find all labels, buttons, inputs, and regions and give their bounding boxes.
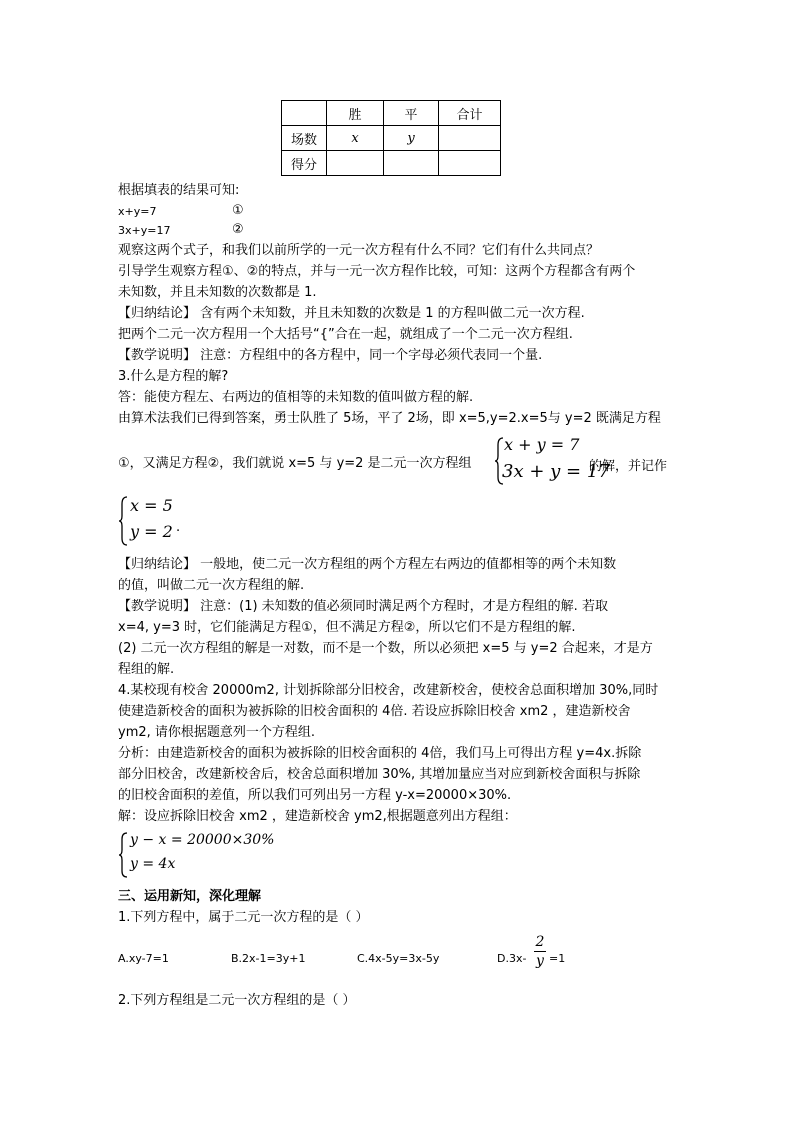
equation-1: x+y=7 bbox=[118, 205, 157, 218]
analysis-text: 的旧校舍面积的差值，所以我们可列出另一方程 y-x=20000×30%. bbox=[118, 788, 512, 803]
table-cell: x bbox=[327, 126, 384, 151]
table-cell bbox=[439, 151, 501, 176]
definition-text: 【归纳结论】 一般地，使二元一次方程组的两个方程左右两边的值都相等的两个未知数 bbox=[118, 557, 617, 572]
section-heading: 三、运用新知，深化理解 bbox=[118, 889, 262, 904]
solution-text: 解：设应拆除旧校舍 xm2 ，建造新校舍 ym2,根据题意列出方程组： bbox=[118, 809, 517, 824]
left-brace-icon bbox=[118, 832, 128, 878]
table-header-win: 胜 bbox=[327, 101, 384, 126]
paragraph-text: ①，又满足方程②，我们就说 x=5 与 y=2 是二元一次方程组 bbox=[118, 456, 472, 471]
question-text: 使建造新校舍的面积为被拆除的旧校舍面积的 4倍. 若设应拆除旧校舍 xm2 ，建造新校舍 bbox=[118, 704, 631, 719]
table-row bbox=[282, 151, 501, 176]
analysis-text: 分析：由建造新校舍的面积为被拆除的旧校舍面积的 4倍，我们马上可得出方程 y=4x.拆除 bbox=[118, 746, 642, 761]
table-cell: y bbox=[384, 126, 439, 151]
teaching-note: 【教学说明】 注意：(1) 未知数的值必须同时满足两个方程时，才是方程组的解. 若取 bbox=[118, 599, 608, 614]
question-text: 4.某校现有校舍 20000m2, 计划拆除部分旧校舍，改建新校舍，使校舍总面积增加 30%,同时 bbox=[118, 683, 659, 698]
option-a: A.xy-7=1 bbox=[118, 952, 169, 965]
table-header-draw: 平 bbox=[384, 101, 439, 126]
definition-text: 【归纳结论】 含有两个未知数，并且未知数的次数是 1 的方程叫做二元一次方程. bbox=[118, 306, 585, 321]
table-header-row bbox=[282, 101, 501, 126]
system-3-bottom: y = 4x bbox=[130, 856, 176, 872]
paragraph-text: x=4, y=3 时，它们能满足方程①，但不满足方程②，所以它们不是方程组的解. bbox=[118, 620, 576, 635]
table-row bbox=[282, 126, 501, 151]
teaching-note: 【教学说明】 注意：方程组中的各方程中，同一个字母必须代表同一个量. bbox=[118, 348, 543, 363]
option-d-fraction bbox=[534, 934, 546, 969]
paragraph-text: 程组的解. bbox=[118, 662, 175, 677]
paragraph-text: 引导学生观察方程①、②的特点，并与一元一次方程作比较，可知：这两个方程都含有两个 bbox=[118, 264, 636, 279]
paragraph-text: 观察这两个式子，和我们以前所学的一元一次方程有什么不同？它们有什么共同点？ bbox=[118, 243, 600, 258]
analysis-text: 部分旧校舍，改建新校舍后，校舍总面积增加 30%, 其增加量应当对应到新校舍面积与拆除 bbox=[118, 767, 641, 782]
fraction-numerator: 2 bbox=[535, 934, 545, 950]
system-2-bottom: y = 2 bbox=[130, 522, 173, 541]
question-heading: 3.什么是方程的解? bbox=[118, 369, 229, 384]
table-cell bbox=[384, 151, 439, 176]
score-table bbox=[281, 100, 501, 176]
paragraph-text: 由算术法我们已得到答案，勇士队胜了 5场，平了 2场，即 x=5,y=2.x=5与 y=2 既满足方程 bbox=[118, 411, 661, 426]
system-2-top: x = 5 bbox=[130, 496, 173, 515]
question-text: ym2, 请你根据题意列一个方程组. bbox=[118, 725, 316, 740]
paragraph-text: 根据填表的结果可知: bbox=[118, 183, 240, 198]
option-d-prefix: D.3x- bbox=[497, 952, 527, 965]
system-1-top: x + y = 7 bbox=[504, 435, 580, 454]
option-c: C.4x-5y=3x-5y bbox=[357, 952, 440, 965]
equation-2: 3x+y=17 bbox=[118, 224, 171, 237]
table-cell bbox=[282, 101, 327, 126]
paragraph-text: 的解，并记作 bbox=[589, 459, 668, 474]
equation-2-number: ② bbox=[232, 222, 244, 237]
option-b: B.2x-1=3y+1 bbox=[231, 952, 306, 965]
fraction-denominator: y bbox=[536, 953, 544, 969]
fraction-bar bbox=[534, 951, 546, 952]
question-2: 2.下列方程组是二元一次方程组的是（ ） bbox=[118, 993, 356, 1008]
question-1: 1.下列方程中，属于二元一次方程的是（ ） bbox=[118, 910, 369, 925]
paragraph-text: (2) 二元一次方程组的解是一对数，而不是一个数，所以必须把 x=5 与 y=2 合起来，才是方 bbox=[118, 641, 653, 656]
paragraph-text: 的值，叫做二元一次方程组的解. bbox=[118, 578, 305, 593]
period: . bbox=[176, 520, 181, 535]
paragraph-text: 答：能使方程左、右两边的值相等的未知数的值叫做方程的解. bbox=[118, 390, 474, 405]
table-cell bbox=[327, 151, 384, 176]
table-header-total: 合计 bbox=[439, 101, 501, 126]
table-row-label: 场数 bbox=[282, 126, 327, 151]
paragraph-text: 把两个二元一次方程用一个大括号“{”合在一起，就组成了一个二元一次方程组. bbox=[118, 327, 573, 342]
table-row-label: 得分 bbox=[282, 151, 327, 176]
paragraph-text: 未知数，并且未知数的次数都是 1. bbox=[118, 285, 317, 300]
table-cell bbox=[439, 126, 501, 151]
system-3-top: y − x = 20000×30% bbox=[130, 832, 275, 848]
system-1-bottom: 3x + y = 17 bbox=[502, 461, 610, 482]
equation-1-number: ① bbox=[232, 203, 244, 218]
option-d-suffix: =1 bbox=[549, 952, 566, 965]
left-brace-icon bbox=[118, 496, 128, 546]
